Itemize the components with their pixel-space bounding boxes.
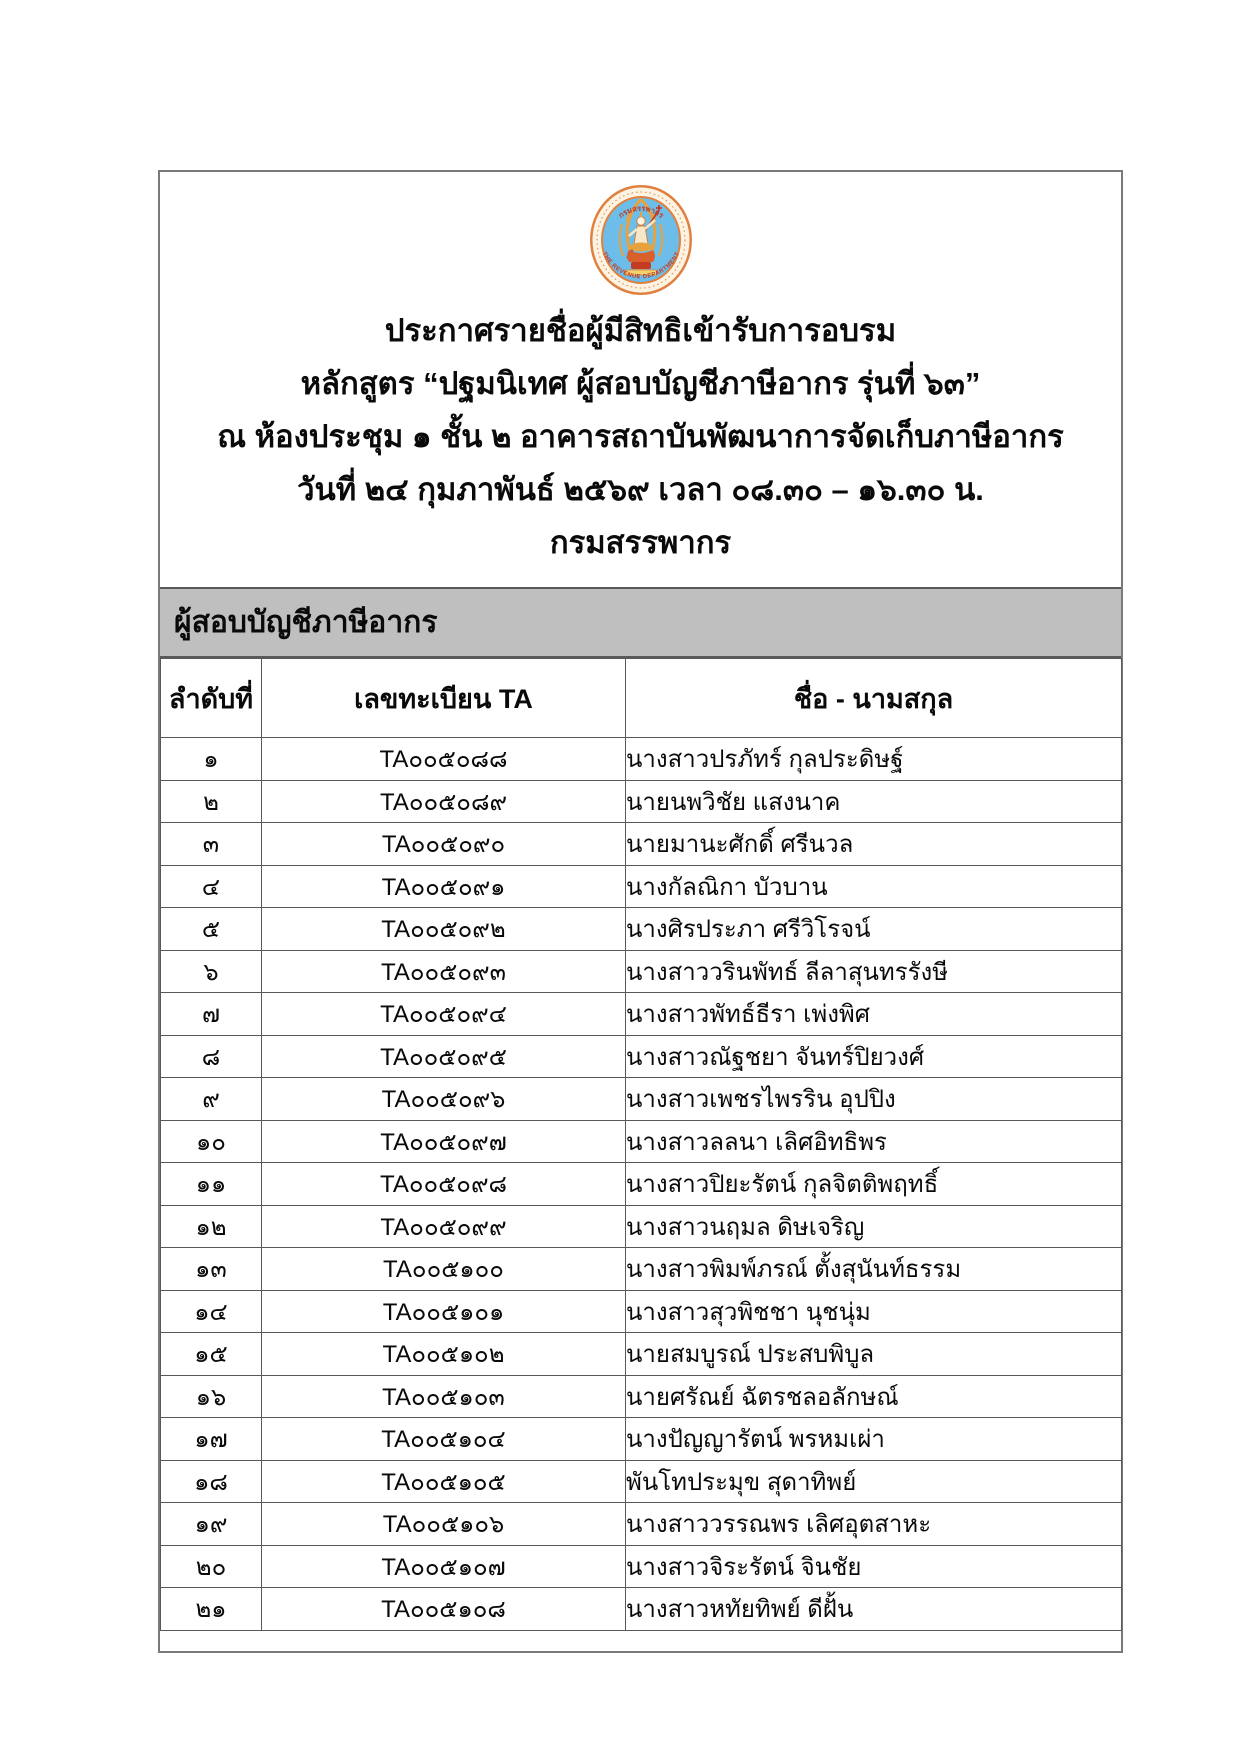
table-row <box>161 823 1122 866</box>
table-row <box>161 1290 1122 1333</box>
order-cell: ๓ <box>161 823 262 866</box>
name-cell: นายศรัณย์ ฉัตรชลอลักษณ์ <box>626 1375 1122 1418</box>
order-cell: ๒๐ <box>161 1545 262 1588</box>
table-row <box>161 1333 1122 1376</box>
table-row <box>161 1248 1122 1291</box>
table-row <box>161 1078 1122 1121</box>
ta-number-cell: TA๐๐๕๐๙๑ <box>262 865 626 908</box>
name-cell: นางสาวจิระรัตน์ จินชัย <box>626 1545 1122 1588</box>
ta-number-cell: TA๐๐๕๐๙๒ <box>262 908 626 951</box>
name-cell: นายมานะศักดิ์ ศรีนวล <box>626 823 1122 866</box>
seal-bottom-text: THE REVENUE DEPARTMENT <box>600 251 681 281</box>
order-cell: ๑๙ <box>161 1503 262 1546</box>
ta-number-cell: TA๐๐๕๑๐๓ <box>262 1375 626 1418</box>
table-row <box>161 780 1122 823</box>
title-block <box>160 304 1121 569</box>
table-row <box>161 993 1122 1036</box>
name-cell: นางสาวนฤมล ดิษเจริญ <box>626 1205 1122 1248</box>
order-cell: ๒๑ <box>161 1588 262 1631</box>
name-cell: นางสาวปิยะรัตน์ กุลจิตติพฤทธิ์ <box>626 1163 1122 1206</box>
ta-number-cell: TA๐๐๕๑๐๒ <box>262 1333 626 1376</box>
announcement-title-line: ประกาศรายชื่อผู้มีสิทธิเข้ารับการอบรม <box>384 313 897 348</box>
table-row <box>161 950 1122 993</box>
order-cell: ๖ <box>161 950 262 993</box>
ta-number-cell: TA๐๐๕๑๐๑ <box>262 1290 626 1333</box>
order-cell: ๙ <box>161 1078 262 1121</box>
name-cell: นางสาวหทัยทิพย์ ดีฝั้น <box>626 1588 1122 1631</box>
table-row <box>161 908 1122 951</box>
ta-number-cell: TA๐๐๕๑๐๕ <box>262 1460 626 1503</box>
logo-container <box>160 184 1121 300</box>
name-cell: นายสมบูรณ์ ประสบพิบูล <box>626 1333 1122 1376</box>
order-cell: ๕ <box>161 908 262 951</box>
table-row <box>161 1418 1122 1461</box>
order-cell: ๑ <box>161 738 262 781</box>
section-header-bar <box>160 587 1121 658</box>
table-row <box>161 1163 1122 1206</box>
name-cell: นางสาวเพชรไพรริน อุปปิง <box>626 1078 1122 1121</box>
table-row <box>161 1460 1122 1503</box>
order-cell: ๑๕ <box>161 1333 262 1376</box>
order-cell: ๘ <box>161 1035 262 1078</box>
ta-number-cell: TA๐๐๕๐๙๓ <box>262 950 626 993</box>
name-cell: นางสาวปรภัทร์ กุลประดิษฐ์ <box>626 738 1122 781</box>
ta-number-cell: TA๐๐๕๐๙๕ <box>262 1035 626 1078</box>
table-row <box>161 865 1122 908</box>
ta-number-cell: TA๐๐๕๐๘๙ <box>262 780 626 823</box>
order-cell: ๑๘ <box>161 1460 262 1503</box>
table-row <box>161 1120 1122 1163</box>
name-cell: นางกัลณิกา บัวบาน <box>626 865 1122 908</box>
ta-number-cell: TA๐๐๕๐๙๗ <box>262 1120 626 1163</box>
name-cell: นางสาวณัฐชยา จันทร์ปิยวงศ์ <box>626 1035 1122 1078</box>
name-cell: นางสาววรรณพร เลิศอุตสาหะ <box>626 1503 1122 1546</box>
ta-number-cell: TA๐๐๕๐๙๖ <box>262 1078 626 1121</box>
order-cell: ๑๔ <box>161 1290 262 1333</box>
table-row <box>161 1588 1122 1631</box>
order-cell: ๒ <box>161 780 262 823</box>
table-row <box>161 1503 1122 1546</box>
ta-number-cell: TA๐๐๕๐๙๙ <box>262 1205 626 1248</box>
order-cell: ๑๓ <box>161 1248 262 1291</box>
table-header-row <box>161 659 1122 738</box>
order-cell: ๑๑ <box>161 1163 262 1206</box>
document-frame <box>158 170 1123 1653</box>
order-cell: ๑๖ <box>161 1375 262 1418</box>
table-row <box>161 1205 1122 1248</box>
order-cell: ๑๗ <box>161 1418 262 1461</box>
order-cell: ๑๐ <box>161 1120 262 1163</box>
name-cell: นายนพวิชัย แสงนาค <box>626 780 1122 823</box>
participants-table <box>160 658 1122 1631</box>
ta-number-cell: TA๐๐๕๑๐๐ <box>262 1248 626 1291</box>
course-title-line: หลักสูตร “ปฐมนิเทศ ผู้สอบบัญชีภาษีอากร รุ่นที่ ๖๓” <box>300 366 981 401</box>
venue-line: ณ ห้องประชุม ๑ ชั้น ๒ อาคารสถาบันพัฒนาการจัดเก็บภาษีอากร <box>217 419 1064 454</box>
table-row <box>161 1035 1122 1078</box>
ta-number-cell: TA๐๐๕๐๘๘ <box>262 738 626 781</box>
name-cell: นางสาวพิมพ์ภรณ์ ตั้งสุนันท์ธรรม <box>626 1248 1122 1291</box>
table-body <box>161 738 1122 1631</box>
section-header-label: ผู้สอบบัญชีภาษีอากร <box>174 606 438 639</box>
column-header-ta-number: เลขทะเบียน TA <box>262 659 626 738</box>
name-cell: นางศิรประภา ศรีวิโรจน์ <box>626 908 1122 951</box>
order-cell: ๗ <box>161 993 262 1036</box>
ta-number-cell: TA๐๐๕๐๙๔ <box>262 993 626 1036</box>
name-cell: นางปัญญารัตน์ พรหมเผ่า <box>626 1418 1122 1461</box>
ta-number-cell: TA๐๐๕๐๙๐ <box>262 823 626 866</box>
order-cell: ๑๒ <box>161 1205 262 1248</box>
ta-number-cell: TA๐๐๕๑๐๘ <box>262 1588 626 1631</box>
date-time-line: วันที่ ๒๔ กุมภาพันธ์ ๒๕๖๙ เวลา ๐๘.๓๐ – ๑๖.๓๐ น. <box>297 472 984 507</box>
ta-number-cell: TA๐๐๕๑๐๔ <box>262 1418 626 1461</box>
name-cell: พันโทประมุข สุดาทิพย์ <box>626 1460 1122 1503</box>
department-name-line: กรมสรรพากร <box>549 525 732 560</box>
order-cell: ๔ <box>161 865 262 908</box>
revenue-department-seal-icon <box>589 184 693 296</box>
ta-number-cell: TA๐๐๕๐๙๘ <box>262 1163 626 1206</box>
name-cell: นางสาววรินพัทธ์ ลีลาสุนทรรังษี <box>626 950 1122 993</box>
column-header-name: ชื่อ - นามสกุล <box>626 659 1122 738</box>
table-row <box>161 738 1122 781</box>
seal-top-text: กรมสรรพากร <box>616 203 665 220</box>
table-row <box>161 1545 1122 1588</box>
document-header <box>160 172 1121 587</box>
name-cell: นางสาวสุวพิชชา นุชนุ่ม <box>626 1290 1122 1333</box>
column-header-order: ลำดับที่ <box>161 659 262 738</box>
ta-number-cell: TA๐๐๕๑๐๗ <box>262 1545 626 1588</box>
name-cell: นางสาวพัทธ์ธีรา เพ่งพิศ <box>626 993 1122 1036</box>
name-cell: นางสาวลลนา เลิศอิทธิพร <box>626 1120 1122 1163</box>
table-row <box>161 1375 1122 1418</box>
ta-number-cell: TA๐๐๕๑๐๖ <box>262 1503 626 1546</box>
